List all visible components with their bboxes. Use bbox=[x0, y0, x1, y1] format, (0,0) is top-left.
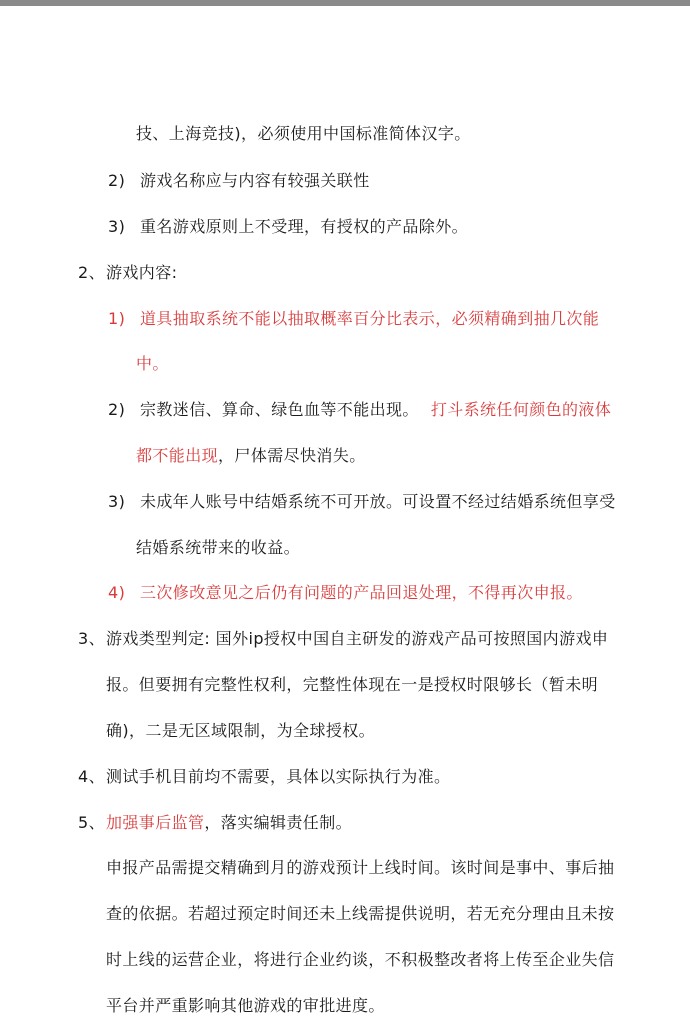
paragraph-text: 申报产品需提交精确到月的游戏预计上线时间。该时间是事中、事后抽 bbox=[106, 858, 615, 877]
item-number: 3) bbox=[108, 492, 126, 511]
item-continuation bbox=[136, 353, 169, 375]
paragraph-text: 查的依据。若超过预定时间还未上线需提供说明，若无充分理由且未按 bbox=[106, 904, 615, 923]
item-number: 2) bbox=[108, 171, 126, 190]
list-item-highlighted bbox=[108, 308, 599, 330]
list-item bbox=[108, 491, 616, 513]
section-text: ，落实编辑责任制。 bbox=[204, 813, 353, 832]
item-text: 游戏名称应与内容有较强关联性 bbox=[140, 171, 370, 190]
item-number: 2) bbox=[108, 400, 126, 419]
section-number: 2、 bbox=[78, 263, 105, 282]
section-heading bbox=[78, 262, 177, 284]
highlighted-text: 都不能出现 bbox=[136, 446, 219, 465]
highlighted-text: 打斗系统任何颜色的液体 bbox=[430, 400, 612, 419]
item-continuation bbox=[136, 445, 366, 467]
item-number: 3) bbox=[108, 217, 126, 236]
item-text: 宗教迷信、算命、绿色血等不能出现。 bbox=[140, 400, 419, 419]
section-text: 确)，二是无区域限制，为全球授权。 bbox=[106, 721, 376, 740]
paragraph-line bbox=[106, 995, 385, 1017]
section-text: 测试手机目前均不需要，具体以实际执行为准。 bbox=[106, 767, 451, 786]
highlighted-text: 加强事后监管 bbox=[106, 813, 205, 832]
section-title: 游戏内容: bbox=[106, 263, 178, 282]
text-line bbox=[106, 720, 375, 742]
text-line bbox=[106, 674, 598, 696]
section-heading bbox=[78, 766, 450, 788]
list-item bbox=[108, 399, 611, 421]
item-text: 中。 bbox=[136, 354, 169, 373]
paragraph-line bbox=[106, 949, 614, 971]
item-text: ，尸体需尽快消失。 bbox=[218, 446, 366, 465]
paragraph-text: 平台并严重影响其他游戏的审批进度。 bbox=[106, 996, 385, 1015]
list-item bbox=[108, 170, 370, 192]
section-text: 报。但要拥有完整性权利，完整性体现在一是授权时限够长（暂未明 bbox=[106, 675, 599, 694]
paragraph-line bbox=[106, 857, 614, 879]
list-item-highlighted bbox=[108, 582, 583, 604]
item-text: 道具抽取系统不能以抽取概率百分比表示，必须精确到抽几次能 bbox=[140, 309, 600, 328]
item-text: 结婚系统带来的收益。 bbox=[136, 538, 301, 557]
item-number: 1) bbox=[108, 309, 126, 328]
item-text: 未成年人账号中结婚系统不可开放。可设置不经过结婚系统但享受 bbox=[140, 492, 616, 511]
section-text: 游戏类型判定: 国外ip授权中国自主研发的游戏产品可按照国内游戏申 bbox=[106, 629, 609, 648]
item-text: 重名游戏原则上不受理，有授权的产品除外。 bbox=[140, 217, 469, 236]
window-top-border bbox=[0, 0, 690, 6]
item-text: 三次修改意见之后仍有问题的产品回退处理，不得再次申报。 bbox=[140, 583, 583, 602]
section-number: 3、 bbox=[78, 629, 105, 648]
text-span: 技、上海竞技)，必须使用中国标准简体汉字。 bbox=[136, 124, 471, 143]
item-continuation bbox=[136, 537, 300, 559]
section-heading bbox=[78, 812, 352, 834]
paragraph-line bbox=[106, 903, 614, 925]
section-number: 5、 bbox=[78, 813, 105, 832]
list-item bbox=[108, 216, 468, 238]
item-number: 4) bbox=[108, 583, 126, 602]
section-heading bbox=[78, 628, 608, 650]
text-line bbox=[136, 123, 471, 145]
paragraph-text: 时上线的运营企业，将进行企业约谈，不积极整改者将上传至企业失信 bbox=[106, 950, 615, 969]
section-number: 4、 bbox=[78, 767, 105, 786]
